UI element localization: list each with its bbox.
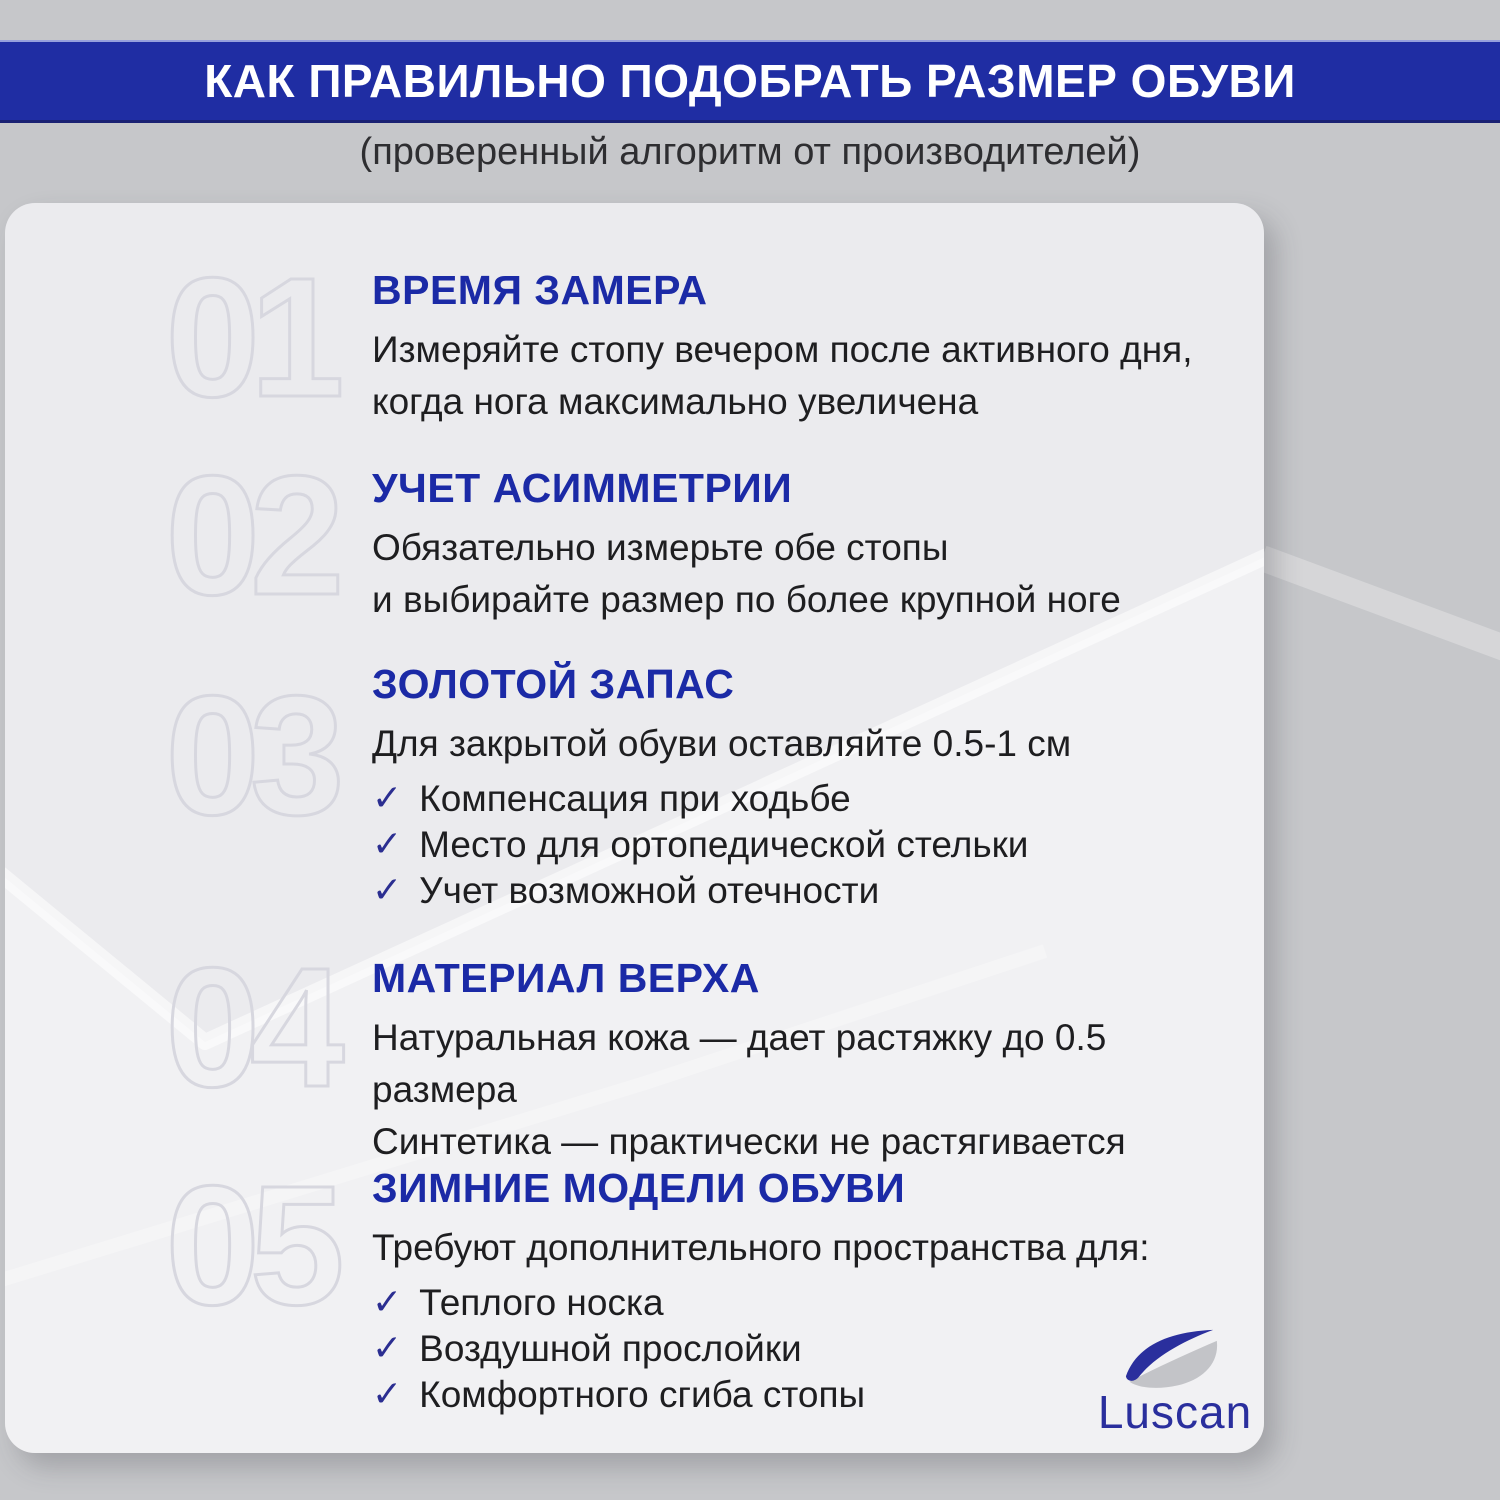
step-section-2: [372, 465, 1252, 626]
check-icon: ✓: [372, 823, 403, 864]
step-2-text-line: и выбирайте размер по более крупной ноге: [372, 579, 1121, 620]
check-item-label: Компенсация при ходьбе: [419, 778, 851, 819]
step-2-title: УЧЕТ АСИММЕТРИИ: [372, 465, 793, 511]
content-card: [5, 203, 1264, 1453]
page-subtitle: (проверенный алгоритм от производителей): [359, 131, 1141, 173]
check-item: [372, 824, 1252, 870]
step-section-3: [372, 661, 1252, 916]
step-1-text-line: Измеряйте стопу вечером после активного дня,: [372, 329, 1193, 370]
check-item-label: Место для ортопедической стельки: [419, 824, 1029, 865]
check-icon: ✓: [372, 1281, 403, 1322]
step-number-03: 03: [165, 661, 335, 851]
step-number-01: 01: [165, 243, 335, 433]
check-item-label: Учет возможной отечности: [419, 870, 880, 911]
step-5-text-line: Требуют дополнительного пространства для:: [372, 1227, 1150, 1268]
check-item-label: Воздушной прослойки: [419, 1328, 802, 1369]
luscan-leaf-icon: [1120, 1329, 1230, 1389]
check-icon: ✓: [372, 1327, 403, 1368]
step-number-02: 02: [165, 441, 335, 631]
page-title: КАК ПРАВИЛЬНО ПОДОБРАТЬ РАЗМЕР ОБУВИ: [204, 55, 1296, 107]
step-section-4: [372, 955, 1252, 1168]
check-item: [372, 778, 1252, 824]
step-1-text-line: когда нога максимально увеличена: [372, 381, 979, 422]
brand-logo-text: Luscan: [1097, 1386, 1253, 1438]
check-item-label: Комфортного сгиба стопы: [419, 1374, 866, 1415]
header-banner: [0, 40, 1500, 123]
step-3-check-list: [372, 778, 1252, 916]
step-1-title: ВРЕМЯ ЗАМЕРА: [372, 267, 708, 313]
step-section-1: [372, 267, 1252, 428]
step-5-title: ЗИМНИЕ МОДЕЛИ ОБУВИ: [372, 1165, 906, 1211]
step-number-05: 05: [165, 1151, 335, 1341]
check-icon: ✓: [372, 1373, 403, 1414]
check-item-label: Теплого носка: [419, 1282, 664, 1323]
check-item: [372, 870, 1252, 916]
check-icon: ✓: [372, 777, 403, 818]
check-item: [372, 1282, 1252, 1328]
step-3-title: ЗОЛОТОЙ ЗАПАС: [372, 661, 735, 707]
brand-logo: [1095, 1329, 1255, 1439]
step-number-04: 04: [165, 933, 335, 1123]
step-4-text-line: Синтетика — практически не растягивается: [372, 1121, 1126, 1162]
step-3-text-line: Для закрытой обуви оставляйте 0.5-1 см: [372, 723, 1072, 764]
step-4-text-line: Натуральная кожа — дает растяжку до 0.5 размера: [372, 1017, 1107, 1110]
step-2-text-line: Обязательно измерьте обе стопы: [372, 527, 949, 568]
check-icon: ✓: [372, 869, 403, 910]
step-4-title: МАТЕРИАЛ ВЕРХА: [372, 955, 760, 1001]
